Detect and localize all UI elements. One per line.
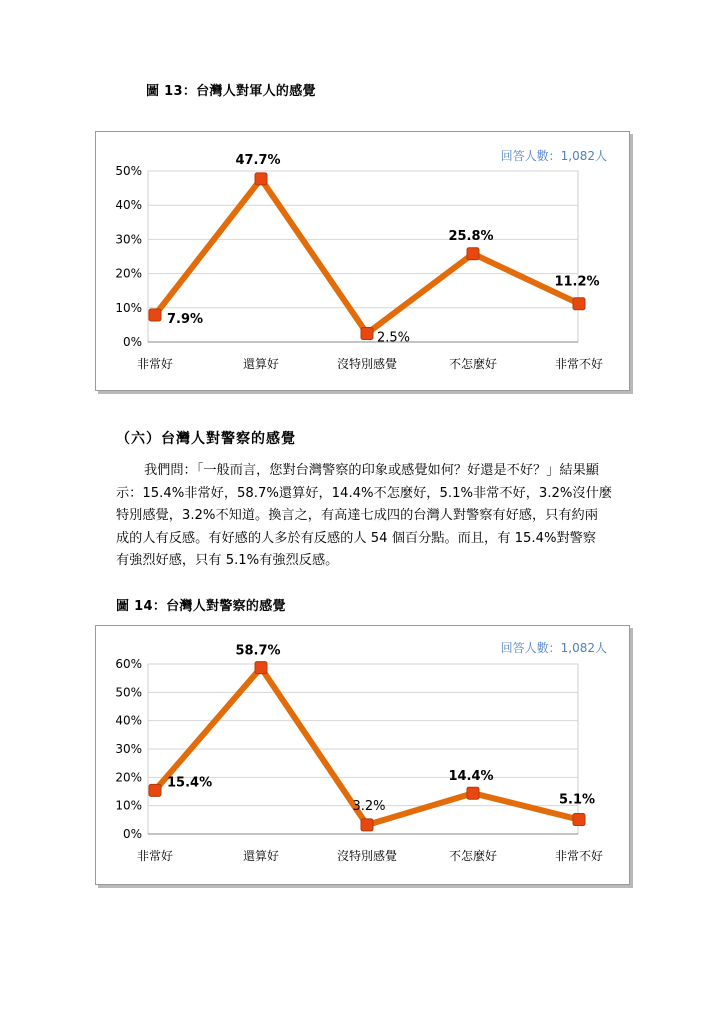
- x-tick-label: 非常好: [136, 357, 174, 371]
- data-label: 11.2%: [554, 274, 600, 290]
- respondents-note: 回答人數：1,082人: [500, 149, 607, 163]
- data-point: [149, 784, 161, 796]
- data-label: 15.4%: [167, 775, 213, 791]
- x-tick-label: 非常不好: [554, 357, 604, 371]
- y-tick-label: 0%: [122, 827, 142, 841]
- y-tick-label: 30%: [115, 742, 142, 756]
- data-point: [361, 819, 373, 831]
- y-tick-label: 50%: [115, 685, 142, 700]
- x-tick-label: 非常不好: [554, 849, 604, 863]
- x-tick-label: 非常好: [136, 849, 174, 863]
- figure14-chart: [95, 625, 630, 885]
- data-label: 47.7%: [235, 152, 281, 168]
- respondents-note: 回答人數：1,082人: [500, 641, 607, 655]
- y-tick-label: 40%: [115, 713, 142, 728]
- data-point: [467, 787, 479, 799]
- data-point: [573, 298, 585, 310]
- data-point: [149, 309, 161, 321]
- data-label: 25.8%: [448, 228, 494, 244]
- data-label: 5.1%: [558, 792, 596, 808]
- paragraph-line: 成的人有反感。有好感的人多於有反感的人 54 個百分點。而且，有 15.4%對警察: [116, 530, 597, 546]
- y-tick-label: 60%: [115, 657, 142, 671]
- paragraph-line: 我們問：「一般而言，您對台灣警察的印象或感覺如何？好還是不好？」結果顯: [144, 463, 599, 478]
- paragraph-line: 示：15.4%非常好，58.7%還算好，14.4%不怎麼好，5.1%非常不好，3.2%沒什麼: [116, 485, 612, 501]
- section-paragraph: [116, 460, 644, 573]
- data-point: [573, 814, 585, 826]
- x-tick-label: 不怎麼好: [448, 849, 498, 863]
- data-label: 58.7%: [235, 643, 281, 659]
- x-tick-label: 還算好: [242, 357, 280, 371]
- x-tick-label: 沒特別感覺: [336, 849, 398, 863]
- paragraph-line: 有強烈好感，只有 5.1%有強烈反感。: [116, 553, 339, 568]
- y-tick-label: 10%: [115, 300, 142, 315]
- data-label: 2.5%: [377, 330, 411, 346]
- y-tick-label: 50%: [115, 164, 142, 178]
- y-tick-label: 10%: [115, 798, 142, 813]
- y-tick-label: 20%: [115, 266, 142, 281]
- figure13-caption: 圖 13：台灣人對軍人的感覺: [146, 84, 316, 99]
- x-tick-label: 還算好: [242, 849, 280, 863]
- y-tick-label: 20%: [115, 770, 142, 785]
- data-point: [255, 173, 267, 185]
- data-point: [255, 662, 267, 674]
- figure14-svg: [96, 626, 629, 884]
- y-tick-label: 30%: [115, 232, 142, 247]
- data-point: [361, 327, 373, 339]
- paragraph-line: 特別感覺，3.2%不知道。換言之，有高達七成四的台灣人對警察有好感，只有約兩: [116, 508, 598, 523]
- figure14-caption: 圖 14：台灣人對警察的感覺: [116, 599, 286, 614]
- figure13-svg: [96, 132, 629, 390]
- data-label: 3.2%: [352, 798, 386, 814]
- section-heading: （六）台灣人對警察的感覺: [116, 431, 296, 447]
- data-point: [467, 248, 479, 260]
- series-line: [155, 179, 579, 334]
- figure13-chart: [95, 131, 630, 391]
- x-tick-label: 沒特別感覺: [336, 357, 398, 371]
- y-tick-label: 0%: [122, 335, 142, 349]
- y-tick-label: 40%: [115, 198, 142, 213]
- data-label: 7.9%: [167, 311, 204, 327]
- plot-area: [148, 171, 578, 342]
- x-tick-label: 不怎麼好: [448, 357, 498, 371]
- data-label: 14.4%: [448, 769, 494, 785]
